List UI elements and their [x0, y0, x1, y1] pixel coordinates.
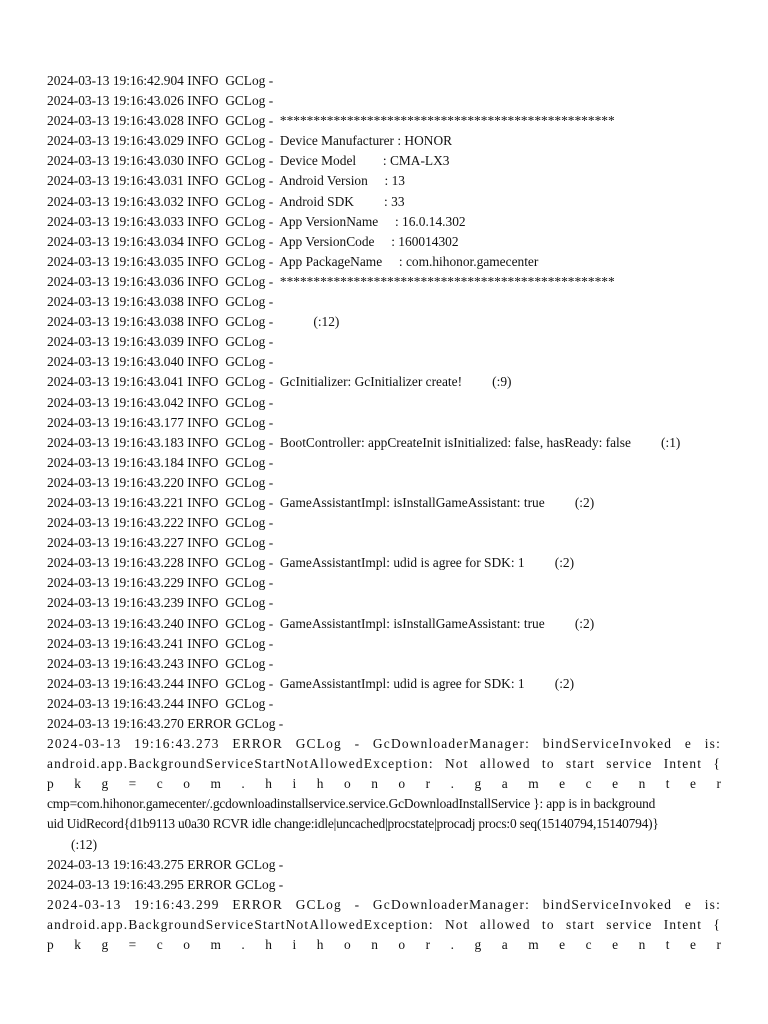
log-timestamp: 2024-03-13 19:16:43.243 [47, 655, 184, 671]
log-level: INFO [187, 655, 222, 671]
log-message: Android SDK : 33 [279, 193, 405, 209]
log-line [47, 212, 721, 232]
log-line [47, 292, 721, 312]
error-line: (:12) [71, 836, 98, 852]
log-message: GcInitializer: GcInitializer create! (:9) [279, 374, 512, 390]
log-level: INFO [187, 515, 222, 531]
log-line [47, 694, 721, 714]
log-line [47, 654, 721, 674]
log-timestamp: 2024-03-13 19:16:43.026 [47, 93, 184, 109]
log-timestamp: 2024-03-13 19:16:43.295 [47, 876, 184, 892]
log-line [47, 232, 721, 252]
error-block-1 [47, 734, 721, 855]
log-level: INFO [187, 454, 222, 470]
log-line [47, 614, 721, 634]
log-tag: GCLog - [225, 595, 274, 611]
log-tag: GCLog - [225, 454, 274, 470]
log-line [47, 493, 721, 513]
log-timestamp: 2024-03-13 19:16:43.228 [47, 555, 184, 571]
log-tag: GCLog - [225, 334, 274, 350]
log-message: ************************************************** [279, 273, 615, 289]
log-tag: GCLog - [225, 575, 274, 591]
log-level: INFO [187, 434, 222, 450]
log-timestamp: 2024-03-13 19:16:43.241 [47, 635, 184, 651]
log-timestamp: 2024-03-13 19:16:43.029 [47, 133, 184, 149]
log-level: INFO [187, 555, 222, 571]
log-tag: GCLog - [225, 695, 274, 711]
log-tag: GCLog - [225, 93, 274, 109]
log-timestamp: 2024-03-13 19:16:43.184 [47, 454, 184, 470]
log-line [47, 453, 721, 473]
log-timestamp: 2024-03-13 19:16:43.038 [47, 294, 184, 310]
log-level: INFO [187, 213, 222, 229]
log-tag: GCLog - [225, 153, 274, 169]
log-lines [47, 71, 721, 734]
log-line [47, 573, 721, 593]
log-line [47, 393, 721, 413]
log-level: INFO [187, 253, 222, 269]
log-level: ERROR [187, 716, 232, 731]
log-timestamp: 2024-03-13 19:16:43.239 [47, 595, 184, 611]
log-level: INFO [187, 193, 222, 209]
log-line [47, 513, 721, 533]
log-tag: GCLog - [225, 213, 274, 229]
log-message: Android Version : 13 [279, 173, 405, 189]
log-timestamp: 2024-03-13 19:16:43.220 [47, 474, 184, 490]
log-tag: GCLog - [225, 394, 274, 410]
log-line [47, 714, 721, 734]
error-line: cmp=com.hihonor.gamecenter/.gcdownloadinstallservice.service.GcDownloadInstallService }: app is in background [47, 796, 656, 812]
error-line: p k g = c o m . h i h o n o r . g a m e c e n t e r [47, 937, 721, 953]
log-line [47, 352, 721, 372]
log-tag: GCLog - [235, 716, 284, 731]
mid-log-lines [47, 855, 721, 895]
log-tag: GCLog - [225, 515, 274, 531]
log-tag: GCLog - [225, 294, 274, 310]
log-tag: GCLog - [225, 635, 274, 651]
log-timestamp: 2024-03-13 19:16:43.244 [47, 675, 184, 691]
log-tag: GCLog - [225, 193, 274, 209]
log-tag: GCLog - [225, 354, 274, 370]
log-tag: GCLog - [225, 233, 274, 249]
log-document [47, 71, 721, 955]
log-message: GameAssistantImpl: isInstallGameAssistant: true (:2) [279, 615, 595, 631]
log-level: INFO [187, 695, 222, 711]
log-tag: GCLog - [225, 253, 274, 269]
log-timestamp: 2024-03-13 19:16:43.032 [47, 193, 184, 209]
log-level: INFO [187, 575, 222, 591]
log-tag: GCLog - [225, 314, 274, 330]
log-timestamp: 2024-03-13 19:16:43.275 [47, 856, 184, 872]
log-line [47, 151, 721, 171]
log-tag: GCLog - [225, 434, 274, 450]
log-timestamp: 2024-03-13 19:16:43.034 [47, 233, 184, 249]
log-level: INFO [187, 615, 222, 631]
log-line [47, 252, 721, 272]
error-line: android.app.BackgroundServiceStartNotAllowedException: Not allowed to start service Intent { [47, 916, 721, 932]
log-level: INFO [187, 334, 222, 350]
log-line [47, 674, 721, 694]
log-timestamp: 2024-03-13 19:16:43.240 [47, 615, 184, 631]
error-line: p k g = c o m . h i h o n o r . g a m e c e n t e r [47, 776, 721, 792]
log-timestamp: 2024-03-13 19:16:43.221 [47, 494, 184, 510]
log-line [47, 413, 721, 433]
log-timestamp: 2024-03-13 19:16:43.244 [47, 695, 184, 711]
log-message: (:12) [279, 314, 340, 330]
log-level: INFO [187, 173, 222, 189]
log-line [47, 533, 721, 553]
log-message: BootController: appCreateInit isInitialized: false, hasReady: false (:1) [279, 434, 681, 450]
log-line [47, 875, 721, 895]
log-tag: GCLog - [225, 615, 274, 631]
log-message: GameAssistantImpl: isInstallGameAssistant: true (:2) [279, 494, 595, 510]
log-line [47, 553, 721, 573]
log-line [47, 433, 721, 453]
log-level: INFO [187, 635, 222, 651]
error-line: android.app.BackgroundServiceStartNotAllowedException: Not allowed to start service Intent { [47, 756, 721, 772]
log-tag: GCLog - [225, 374, 274, 390]
log-message: Device Manufacturer : HONOR [279, 133, 453, 149]
log-line [47, 91, 721, 111]
log-tag: GCLog - [225, 474, 274, 490]
log-level: INFO [187, 73, 222, 88]
log-tag: GCLog - [225, 73, 274, 88]
log-message: GameAssistantImpl: udid is agree for SDK: 1 (:2) [279, 555, 575, 571]
log-message: App VersionName : 16.0.14.302 [279, 213, 466, 229]
log-level: INFO [187, 595, 222, 611]
log-tag: GCLog - [225, 555, 274, 571]
log-message: App PackageName : com.hihonor.gamecenter [279, 253, 539, 269]
log-timestamp: 2024-03-13 19:16:43.227 [47, 535, 184, 551]
log-tag: GCLog - [225, 173, 274, 189]
log-tag: GCLog - [225, 675, 274, 691]
log-line [47, 372, 721, 392]
log-timestamp: 2024-03-13 19:16:43.030 [47, 153, 184, 169]
log-level: INFO [187, 93, 222, 109]
error-line: 2024-03-13 19:16:43.299 ERROR GCLog - GcDownloaderManager: bindServiceInvoked e is: [47, 896, 721, 912]
log-level: INFO [187, 314, 222, 330]
log-line [47, 272, 721, 292]
log-tag: GCLog - [225, 494, 274, 510]
log-level: INFO [187, 294, 222, 310]
log-line [47, 634, 721, 654]
log-level: INFO [187, 675, 222, 691]
log-message: Device Model : CMA-LX3 [279, 153, 450, 169]
log-level: INFO [187, 374, 222, 390]
log-level: INFO [187, 233, 222, 249]
log-timestamp: 2024-03-13 19:16:43.028 [47, 113, 184, 129]
log-line [47, 71, 721, 91]
log-tag: GCLog - [225, 133, 274, 149]
error-block-2 [47, 895, 721, 955]
log-level: INFO [187, 394, 222, 410]
log-level: INFO [187, 414, 222, 430]
error-line: uid UidRecord{d1b9113 u0a30 RCVR idle change:idle|uncached|procstate|procadj procs:0 seq(15140794,15140794)} [47, 816, 659, 832]
log-timestamp: 2024-03-13 19:16:43.222 [47, 515, 184, 531]
log-timestamp: 2024-03-13 19:16:43.040 [47, 354, 184, 370]
log-level: INFO [187, 113, 222, 129]
log-line [47, 593, 721, 613]
log-level: INFO [187, 153, 222, 169]
log-timestamp: 2024-03-13 19:16:43.039 [47, 334, 184, 350]
log-timestamp: 2024-03-13 19:16:43.042 [47, 394, 184, 410]
log-tag: GCLog - [225, 273, 274, 289]
error-line: 2024-03-13 19:16:43.273 ERROR GCLog - GcDownloaderManager: bindServiceInvoked e is: [47, 736, 721, 752]
log-timestamp: 2024-03-13 19:16:43.036 [47, 273, 184, 289]
log-line [47, 192, 721, 212]
log-timestamp: 2024-03-13 19:16:43.177 [47, 414, 184, 430]
log-line [47, 855, 721, 875]
log-level: INFO [187, 474, 222, 490]
log-level: INFO [187, 273, 222, 289]
log-tag: GCLog - [225, 113, 274, 129]
log-line [47, 111, 721, 131]
log-line [47, 312, 721, 332]
log-tag: GCLog - [235, 856, 284, 872]
log-level: INFO [187, 494, 222, 510]
log-tag: GCLog - [225, 655, 274, 671]
log-timestamp: 2024-03-13 19:16:43.033 [47, 213, 184, 229]
log-level: INFO [187, 354, 222, 370]
log-timestamp: 2024-03-13 19:16:43.038 [47, 314, 184, 330]
log-timestamp: 2024-03-13 19:16:43.041 [47, 374, 184, 390]
log-timestamp: 2024-03-13 19:16:43.270 [47, 716, 184, 731]
log-tag: GCLog - [235, 876, 284, 892]
log-timestamp: 2024-03-13 19:16:43.035 [47, 253, 184, 269]
log-tag: GCLog - [225, 535, 274, 551]
log-tag: GCLog - [225, 414, 274, 430]
log-level: INFO [187, 535, 222, 551]
log-line [47, 332, 721, 352]
log-message: App VersionCode : 160014302 [279, 233, 459, 249]
log-message: ************************************************** [279, 113, 615, 129]
log-timestamp: 2024-03-13 19:16:43.229 [47, 575, 184, 591]
log-level: INFO [187, 133, 222, 149]
log-line [47, 171, 721, 191]
log-level: ERROR [187, 876, 232, 892]
log-line [47, 131, 721, 151]
log-line [47, 473, 721, 493]
log-message: GameAssistantImpl: udid is agree for SDK: 1 (:2) [279, 675, 575, 691]
log-timestamp: 2024-03-13 19:16:43.031 [47, 173, 184, 189]
log-timestamp: 2024-03-13 19:16:43.183 [47, 434, 184, 450]
log-timestamp: 2024-03-13 19:16:42.904 [47, 73, 184, 88]
log-level: ERROR [187, 856, 232, 872]
